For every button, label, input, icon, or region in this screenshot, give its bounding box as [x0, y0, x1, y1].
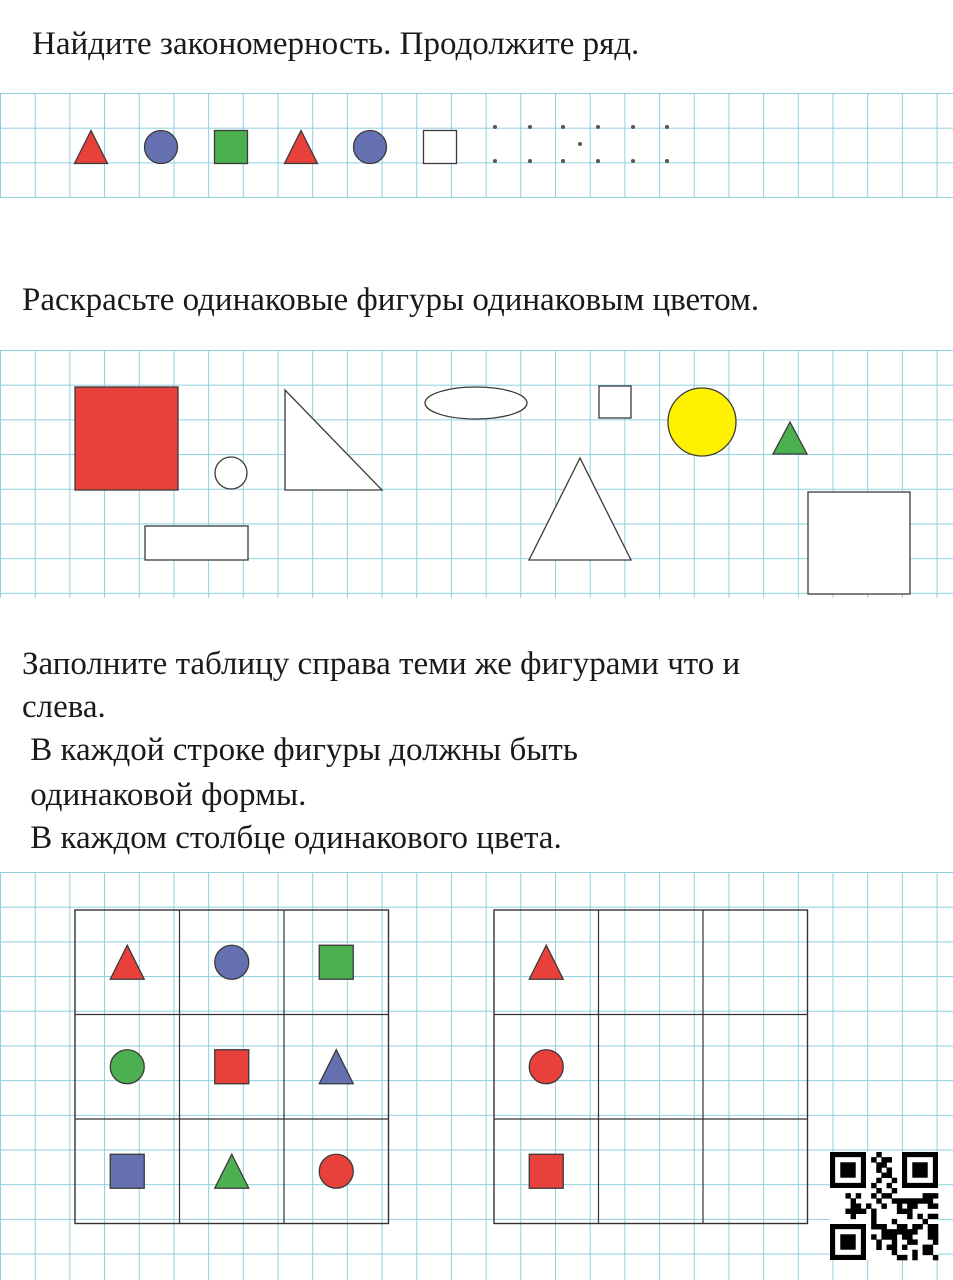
qr-module: [881, 1229, 886, 1234]
task3-line-2: слева.: [22, 689, 106, 725]
qr-finder-core-bl: [840, 1234, 855, 1249]
blank-dot-7: [561, 159, 565, 163]
qr-module: [871, 1214, 876, 1219]
qr-module: [897, 1229, 902, 1234]
qr-module: [881, 1203, 886, 1208]
qr-module: [892, 1188, 897, 1193]
qr-module: [892, 1229, 897, 1234]
qr-module: [902, 1224, 907, 1229]
qr-module: [912, 1198, 917, 1203]
left-table-circle-r2c1: [110, 1050, 144, 1084]
large-triangle: [529, 458, 631, 560]
pattern-triangle-1: [75, 131, 108, 164]
left-table-circle-r3c3: [319, 1154, 353, 1188]
blank-dot-12: [665, 159, 669, 163]
task3-line-5: В каждом столбце одинакового цвета.: [22, 820, 562, 856]
qr-module: [902, 1255, 907, 1260]
qr-module: [856, 1193, 861, 1198]
pattern-circle-5: [354, 131, 387, 164]
left-table-square-r1c3: [319, 945, 353, 979]
large-circle-yellow: [668, 388, 736, 456]
blank-dot-8: [596, 159, 600, 163]
qr-module: [887, 1167, 892, 1172]
blank-dot-2: [528, 125, 532, 129]
qr-module: [907, 1239, 912, 1244]
qr-module: [902, 1198, 907, 1203]
qr-module: [933, 1193, 938, 1198]
left-table-triangle-r3c2: [215, 1154, 249, 1188]
qr-module: [871, 1183, 876, 1188]
qr-module: [851, 1209, 856, 1214]
qr-module: [897, 1224, 902, 1229]
task2-instruction: Раскрасьте одинаковые фигуры одинаковым цветом.: [22, 282, 760, 318]
blank-dot-9: [631, 125, 635, 129]
qr-module: [912, 1229, 917, 1234]
qr-module: [851, 1214, 856, 1219]
qr-module: [851, 1203, 856, 1208]
qr-module: [928, 1193, 933, 1198]
qr-module: [912, 1239, 917, 1244]
pattern-triangle-4: [285, 131, 318, 164]
qr-module: [897, 1203, 902, 1208]
qr-module: [928, 1250, 933, 1255]
tables-drawing: [0, 872, 953, 1280]
qr-module: [871, 1219, 876, 1224]
qr-module: [917, 1214, 922, 1219]
blank-dot-13: [578, 142, 582, 146]
qr-module: [871, 1209, 876, 1214]
pattern-drawing: [0, 93, 953, 198]
rectangle: [145, 526, 248, 560]
qr-module: [907, 1214, 912, 1219]
qr-module: [856, 1209, 861, 1214]
qr-module: [902, 1229, 907, 1234]
qr-module: [928, 1203, 933, 1208]
qr-module: [887, 1157, 892, 1162]
qr-module: [928, 1198, 933, 1203]
left-table-square-r3c1: [110, 1154, 144, 1188]
qr-module: [912, 1203, 917, 1208]
qr-module: [892, 1234, 897, 1239]
blank-dot-6: [596, 125, 600, 129]
right-table-triangle-r1c1: [529, 945, 563, 979]
task3-line-3: В каждой строке фигуры должны быть: [22, 732, 578, 768]
qr-module: [933, 1239, 938, 1244]
qr-module: [907, 1198, 912, 1203]
qr-module: [881, 1193, 886, 1198]
qr-module: [892, 1245, 897, 1250]
qr-module: [856, 1203, 861, 1208]
qr-module: [902, 1209, 907, 1214]
right-triangle: [285, 390, 382, 490]
blank-dot-5: [561, 125, 565, 129]
large-square-red: [75, 387, 178, 490]
qr-module: [876, 1152, 881, 1157]
qr-module: [907, 1203, 912, 1208]
qr-module: [933, 1255, 938, 1260]
small-circle: [215, 457, 247, 489]
qr-module: [871, 1224, 876, 1229]
small-triangle-green: [773, 422, 807, 454]
qr-module: [912, 1224, 917, 1229]
qr-module: [881, 1173, 886, 1178]
blank-dot-11: [631, 159, 635, 163]
qr-module: [876, 1245, 881, 1250]
qr-finder-core-tr: [912, 1162, 927, 1177]
qr-module: [866, 1203, 871, 1208]
qr-code-icon: [830, 1152, 938, 1260]
qr-module: [917, 1198, 922, 1203]
qr-module: [897, 1255, 902, 1260]
qr-module: [923, 1250, 928, 1255]
ellipse: [425, 387, 527, 419]
left-table-triangle-r2c3: [319, 1050, 353, 1084]
qr-module: [928, 1245, 933, 1250]
qr-module: [871, 1157, 876, 1162]
coloring-drawing: [0, 350, 953, 598]
qr-module: [876, 1178, 881, 1183]
qr-module: [876, 1162, 881, 1167]
small-square: [599, 386, 631, 418]
qr-module: [907, 1229, 912, 1234]
qr-module: [881, 1162, 886, 1167]
qr-module: [887, 1173, 892, 1178]
qr-module: [881, 1157, 886, 1162]
qr-module: [845, 1209, 850, 1214]
large-square: [808, 492, 910, 594]
qr-module: [902, 1245, 907, 1250]
qr-module: [887, 1193, 892, 1198]
qr-module: [871, 1234, 876, 1239]
left-table-square-r2c2: [215, 1050, 249, 1084]
qr-module: [892, 1239, 897, 1244]
qr-module: [928, 1224, 933, 1229]
left-table-triangle-r1c1: [110, 945, 144, 979]
qr-module: [907, 1234, 912, 1239]
qr-module: [907, 1209, 912, 1214]
blank-dot-3: [493, 159, 497, 163]
qr-module: [928, 1214, 933, 1219]
qr-module: [892, 1219, 897, 1224]
qr-module: [887, 1229, 892, 1234]
qr-module: [892, 1198, 897, 1203]
tables-grid: [0, 872, 953, 1280]
blank-dot-10: [665, 125, 669, 129]
qr-module: [897, 1198, 902, 1203]
qr-module: [876, 1167, 881, 1172]
qr-module: [887, 1183, 892, 1188]
qr-module: [933, 1229, 938, 1234]
qr-module: [923, 1219, 928, 1224]
qr-module: [933, 1224, 938, 1229]
right-table-circle-r2c1: [529, 1050, 563, 1084]
qr-module: [902, 1234, 907, 1239]
qr-module: [923, 1198, 928, 1203]
qr-module: [933, 1203, 938, 1208]
qr-module: [845, 1193, 850, 1198]
qr-module: [881, 1234, 886, 1239]
right-table-square-r3c1: [529, 1154, 563, 1188]
qr-module: [876, 1198, 881, 1203]
qr-module: [876, 1224, 881, 1229]
qr-module: [897, 1209, 902, 1214]
qr-module: [876, 1239, 881, 1244]
qr-finder-core-tl: [840, 1162, 855, 1177]
blank-dot-4: [528, 159, 532, 163]
task1-instruction: Найдите закономерность. Продолжите ряд.: [32, 26, 640, 62]
pattern-grid: [0, 93, 953, 198]
qr-module: [881, 1224, 886, 1229]
qr-module: [887, 1245, 892, 1250]
qr-module: [933, 1214, 938, 1219]
qr-module: [928, 1234, 933, 1239]
task3-line-1: Заполните таблицу справа теми же фигурами что и: [22, 646, 741, 682]
task3-line-4: одинаковой формы.: [22, 777, 307, 813]
qr-module: [928, 1229, 933, 1234]
left-table-circle-r1c2: [215, 945, 249, 979]
qr-module: [923, 1245, 928, 1250]
qr-module: [892, 1250, 897, 1255]
qr-module: [851, 1198, 856, 1203]
coloring-grid: [0, 350, 953, 598]
qr-module: [892, 1178, 897, 1183]
qr-module: [871, 1193, 876, 1198]
pattern-square-6: [424, 131, 457, 164]
qr-module: [861, 1209, 866, 1214]
qr-module: [917, 1224, 922, 1229]
blank-dot-1: [493, 125, 497, 129]
qr-module: [876, 1188, 881, 1193]
qr-module: [912, 1255, 917, 1260]
pattern-square-3: [215, 131, 248, 164]
qr-module: [887, 1234, 892, 1239]
qr-module: [933, 1234, 938, 1239]
pattern-circle-2: [145, 131, 178, 164]
qr-module: [912, 1250, 917, 1255]
qr-module: [923, 1193, 928, 1198]
